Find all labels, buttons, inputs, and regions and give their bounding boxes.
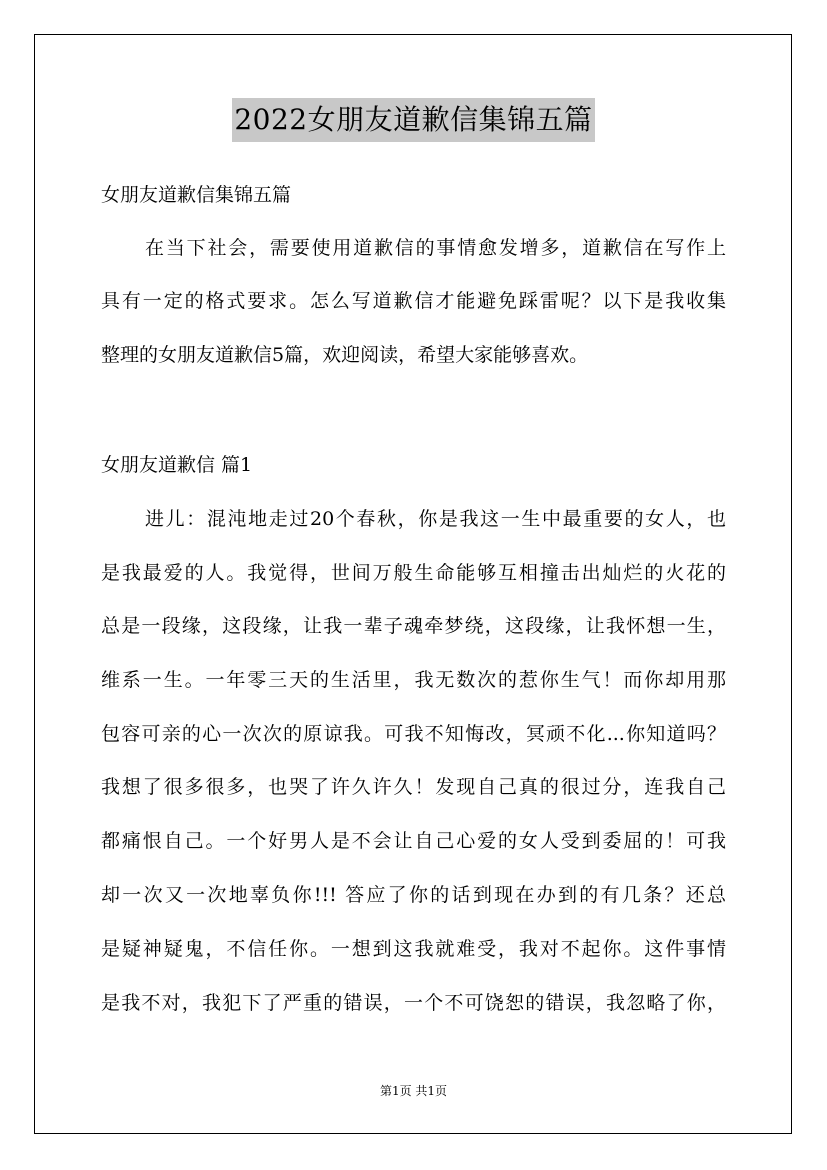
- body-line-9: 是疑神疑鬼，不信任你。一想到这我就难受，我对不起你。这件事情: [101, 938, 726, 960]
- document-title: 2022女朋友道歉信集锦五篇: [232, 98, 594, 142]
- body-line-7: 都痛恨自己。一个好男人是不会让自己心爱的女人受到委屈的！可我: [101, 830, 726, 852]
- subtitle: 女朋友道歉信集锦五篇: [101, 184, 292, 206]
- body-line-5: 包容可亲的心一次次的原谅我。可我不知悔改，冥顽不化...你知道吗？: [101, 723, 726, 745]
- body-line-4: 维系一生。一年零三天的生活里，我无数次的惹你生气！而你却用那: [101, 669, 726, 691]
- body-line-10: 是我不对，我犯下了严重的错误，一个不可饶恕的错误，我忽略了你，: [101, 992, 726, 1014]
- body-line-2: 是我最爱的人。我觉得，世间万般生命能够互相撞击出灿烂的火花的: [101, 562, 726, 584]
- body-line-8: 却一次又一次地辜负你!!! 答应了你的话到现在办到的有几条？还总: [101, 884, 726, 906]
- intro-line-3: 整理的女朋友道歉信5篇，欢迎阅读，希望大家能够喜欢。: [101, 344, 589, 366]
- intro-line-2: 具有一定的格式要求。怎么写道歉信才能避免踩雷呢？以下是我收集: [101, 290, 726, 312]
- body-line-1: 进儿：混沌地走过20个春秋，你是我这一生中最重要的女人，也: [145, 508, 726, 530]
- section-heading: 女朋友道歉信 篇1: [101, 454, 253, 476]
- title-wrap: [0, 98, 827, 142]
- intro-line-1: 在当下社会，需要使用道歉信的事情愈发增多，道歉信在写作上: [145, 237, 726, 259]
- body-line-6: 我想了很多很多，也哭了许久许久！发现自己真的很过分，连我自己: [101, 776, 726, 798]
- body-line-3: 总是一段缘，这段缘，让我一辈子魂牵梦绕，这段缘，让我怀想一生，: [101, 615, 726, 637]
- page-footer: 第1页 共1页: [379, 1084, 448, 1098]
